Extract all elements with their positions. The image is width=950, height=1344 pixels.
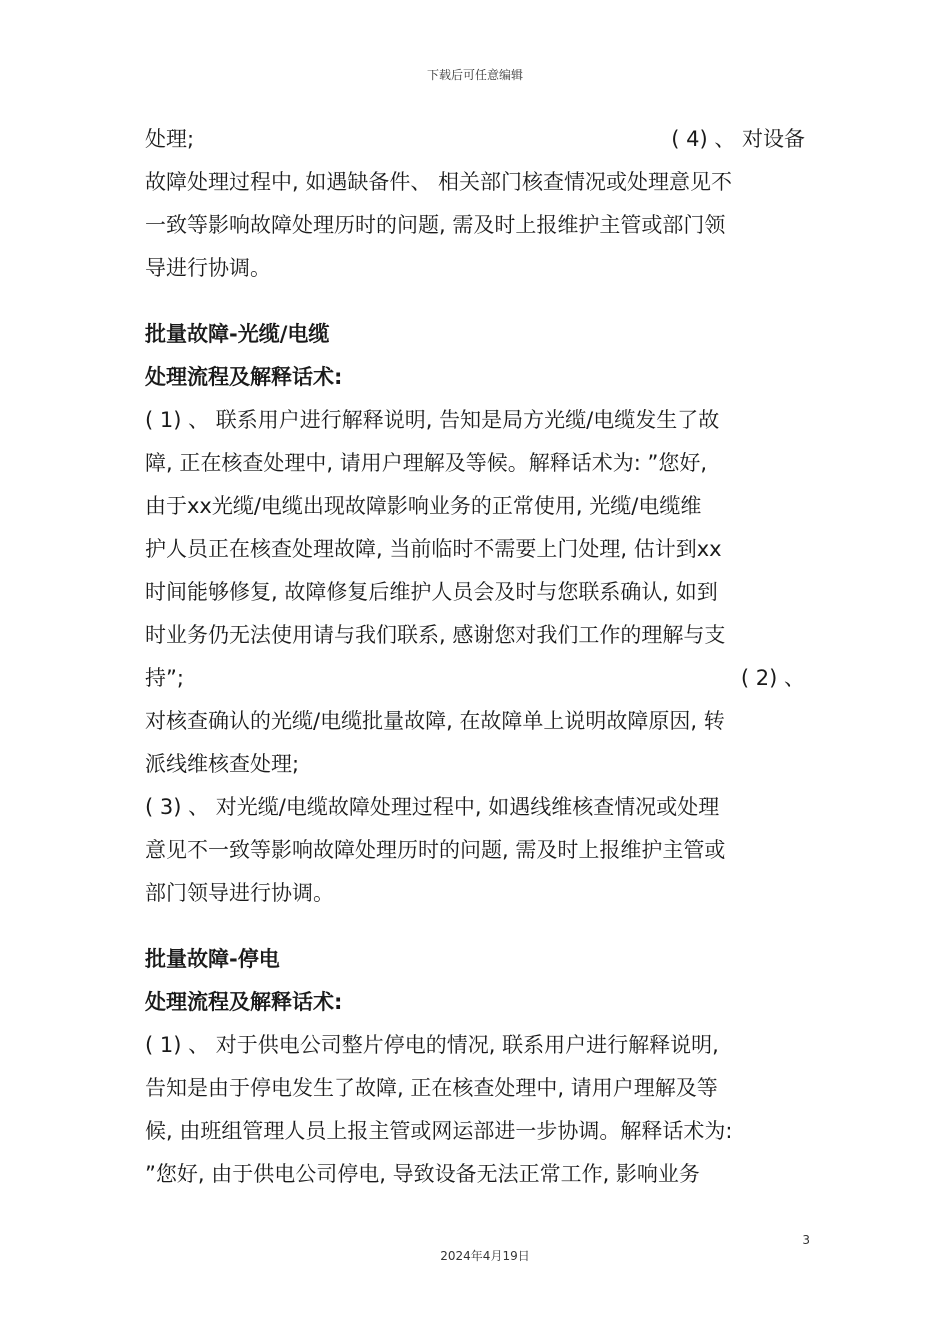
section-cable-fault [145, 313, 805, 915]
paragraph-gap [145, 915, 805, 938]
text-line [145, 657, 805, 700]
text-line: 时业务仍无法使用请与我们联系, 感谢您对我们工作的理解与支 [145, 623, 726, 647]
text-line: 对核查确认的光缆/电缆批量故障, 在故障单上说明故障原因, 转 [145, 709, 725, 733]
text-line: ”您好, 由于供电公司停电, 导致设备无法正常工作, 影响业务 [145, 1162, 700, 1186]
text-line: 由于xx光缆/电缆出现故障影响业务的正常使用, 光缆/电缆维 [145, 494, 702, 518]
text-line: ( 3) 、 对光缆/电缆故障处理过程中, 如遇线维核查情况或处理 [145, 795, 720, 819]
text-line: 一致等影响故障处理历时的问题, 需及时上报维护主管或部门领 [145, 213, 726, 237]
text-line [145, 118, 805, 161]
section-power-outage [145, 938, 805, 1196]
text-line: ( 1) 、 联系用户进行解释说明, 告知是局方光缆/电缆发生了故 [145, 408, 720, 432]
page-number: 3 [802, 1233, 810, 1247]
text-line: 时间能够修复, 故障修复后维护人员会及时与您联系确认, 如到 [145, 580, 718, 604]
text-segment: ( 2) 、 [740, 666, 805, 690]
paragraph-gap [145, 290, 805, 313]
section-subtitle: 处理流程及解释话术: [145, 990, 343, 1014]
page-header: 下载后可任意编辑 [426, 68, 523, 82]
text-segment: 处理; [145, 127, 195, 151]
text-line: 派线维核查处理; [145, 752, 300, 776]
text-line: 告知是由于停电发生了故障, 正在核查处理中, 请用户理解及等 [145, 1076, 718, 1100]
text-line: 部门领导进行协调。 [145, 881, 334, 905]
section-subtitle: 处理流程及解释话术: [145, 365, 343, 389]
text-line: 障, 正在核查处理中, 请用户理解及等候。解释话术为: ”您好, [145, 451, 708, 475]
text-line: 意见不一致等影响故障处理历时的问题, 需及时上报维护主管或 [145, 838, 726, 862]
section-title: 批量故障-光缆/电缆 [145, 322, 330, 346]
text-line: 故障处理过程中, 如遇缺备件、 相关部门核查情况或处理意见不 [145, 170, 733, 194]
text-line: ( 1) 、 对于供电公司整片停电的情况, 联系用户进行解释说明, [145, 1033, 719, 1057]
text-line: 护人员正在核查处理故障, 当前临时不需要上门处理, 估计到xx [145, 537, 722, 561]
paragraph-equipment-fault [145, 118, 805, 290]
section-title: 批量故障-停电 [145, 947, 280, 971]
page-footer-date: 2024年4月19日 [440, 1249, 530, 1263]
text-segment: ( 4) 、 对设备 [671, 127, 805, 151]
text-line: 导进行协调。 [145, 256, 271, 280]
text-line: 候, 由班组管理人员上报主管或网运部进一步协调。解释话术为: [145, 1119, 733, 1143]
document-body [145, 118, 805, 1196]
text-segment: 持”; [145, 666, 184, 690]
